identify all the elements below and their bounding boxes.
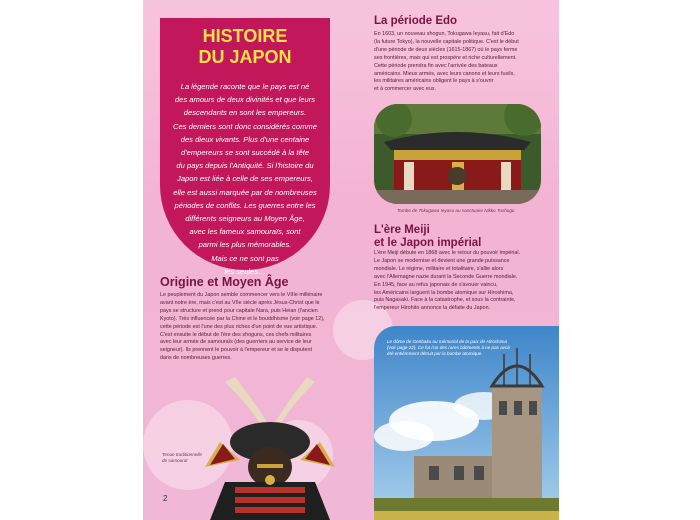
shrine-caption: Tombe de Tokugawa Ieyasu au sanctuaire Nikko Toshogu [397,208,515,213]
meiji-heading-line-1: L'ère Meiji [374,224,430,236]
page-number: 2 [163,494,168,503]
title-line-1: HISTOIRE [202,26,288,46]
origine-heading: Origine et Moyen Âge [160,275,289,289]
intro-box [160,18,330,276]
meiji-heading [374,224,481,250]
meiji-heading-line-2: et le Japon impérial [374,237,482,249]
samurai-armor-image [195,372,345,520]
edo-heading: La période Edo [374,15,458,27]
dome-caption: Le dôme de Genbaku ou mémorial de la paix de Hiroshima (voir page 22). Ce fut l'un des rares bâtiments à ne pas avoir été entièrement détruit par la bombe atomique. [387,339,511,356]
page-title [160,26,330,68]
origine-paragraph: Le peuplement du Japon semble commencer vers le VIIIe millénaire avant notre ère, mais c'est au VIIe siècle après Jésus-Christ que le pays se structure et prend pour capitale Nara, puis Heian (l'ancien Kyoto). Très influencée par la Chine et le bouddhisme (voir page 12), cette période est l'une des plus riches d'un point de vue artistique. C'est ensuite le début de l'ère des shoguns, ces chefs militaires avec leur armée de samouraïs (des guerriers au service de leur seigneur). Ils prennent le pouvoir à l'empereur et se le disputent dans de nombreuses guerres. [160,292,325,362]
samurai-caption: Tenue traditionnelle de samouraï [162,452,202,463]
intro-paragraph: La légende raconte que le pays est né des amours de deux divinités et que leurs descendants en sont les empereurs. Ces derniers sont donc considérés comme des dieux vivants. Plus d'une centaine d'empereurs se sont succédé à la tête du pays depuis l'Antiquité. Si l'histoire du Japon est liée à celle de ses empereurs, elle est aussi marquée par de nombreuses périodes de conflits. Les guerres entre les différents seigneurs au Moyen Âge, avec les fameux samouraïs, sont parmi les plus mémorables. Mais ce ne sont pas les seules… [173,82,317,276]
book-page [143,0,559,520]
edo-paragraph: En 1603, un nouveau shogun, Tokugawa Ieyasu, fait d'Edo (la future Tokyo), la nouvelle capitale politique. C'est le début d'une période de deux siècles (1615-1867) où le pays ferme ses frontières, mais qui est prospère et riche culturellement. Cette période prendra fin avec l'arrivée des bateaux américains. Mieux armés, avec leurs canons et leurs fusils, les militaires américains obligent le pays à s'ouvrir et à commercer avec eux. [374,31,519,93]
meiji-paragraph: L'ère Meiji débute en 1868 avec le retour du pouvoir impérial. Le Japon se modernise et devient une grande puissance mondiale. Le régime, militaire et totalitaire, s'allie alors avec l'Allemagne nazie durant la Seconde Guerre mondiale. En 1945, face au refus japonais de s'avouer vaincu, les Américains larguent la bombe atomique sur Hiroshima, puis Nagasaki. Face à la catastrophe, et sous la contrainte, l'empereur Hirohito annonce la défaite du Japon. [374,250,521,312]
title-line-2: DU JAPON [198,47,292,67]
nikko-shrine-image [374,104,541,204]
